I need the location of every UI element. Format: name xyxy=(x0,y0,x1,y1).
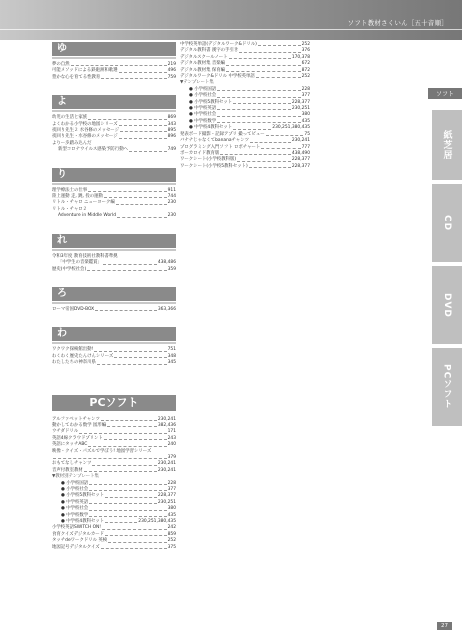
dot-leader xyxy=(226,61,301,65)
entry-page: 343 xyxy=(167,121,176,127)
tab-kamishibai[interactable]: 紙芝居 xyxy=(432,110,462,180)
dot-leader xyxy=(88,442,166,446)
entry-page: 911 xyxy=(167,187,176,193)
entry-title: 地図記号デジタルクイズ xyxy=(52,544,100,550)
dot-leader xyxy=(88,115,166,119)
entry-title: 中学校英単語(デジタルワーク&ドリル) xyxy=(180,42,257,47)
dot-leader xyxy=(105,519,137,523)
index-entry xyxy=(52,468,176,474)
section-body xyxy=(52,341,176,366)
dot-leader xyxy=(217,112,300,116)
entry-page: 230,251 xyxy=(291,106,310,112)
entry-title: 食育クイズデジタルカード xyxy=(52,531,105,537)
section-head: わ xyxy=(52,327,176,341)
index-section xyxy=(52,95,176,153)
dot-leader xyxy=(117,213,167,217)
entry-title: 可能メソッドによる鉄砲洲和歌選 xyxy=(52,68,118,74)
entry-page: 435 xyxy=(301,118,310,124)
dot-leader xyxy=(233,125,271,129)
entry-title: 「中学生の音楽鑑賞」 xyxy=(58,260,102,266)
section-head: よ xyxy=(52,95,176,109)
entry-page: 744 xyxy=(167,194,176,200)
dot-leader xyxy=(105,532,167,536)
section-body xyxy=(52,182,176,220)
entry-title: リトル・チャロ ニューヨーク編 xyxy=(52,200,115,206)
entry-title: ワークシート(小学校5教科セット) xyxy=(180,163,248,169)
dot-leader xyxy=(79,429,166,433)
entry-title: ● 中学校数学 xyxy=(61,512,89,518)
dot-leader xyxy=(237,157,291,161)
dot-leader xyxy=(108,538,166,542)
dot-leader xyxy=(95,307,157,311)
entry-title: ● 小学校社会 xyxy=(61,487,89,492)
entry-page: 228 xyxy=(301,86,310,92)
dot-leader xyxy=(94,347,166,351)
dot-leader xyxy=(226,68,301,72)
entry-title: 新型コロナウイルス感染予防行動へ xyxy=(58,147,128,153)
dot-leader xyxy=(87,267,166,271)
entry-title: 音声付教室教材 xyxy=(52,467,83,473)
dot-leader xyxy=(92,461,156,465)
entry-title: ● 中学校社会 xyxy=(189,112,217,118)
dot-leader xyxy=(220,151,291,155)
entry-page: 230,241 xyxy=(157,416,176,422)
entry-title: Adventure in Middle World xyxy=(58,213,116,219)
entry-page: 872 xyxy=(301,67,310,73)
header-rule xyxy=(0,29,462,30)
section-head: り xyxy=(52,168,176,182)
entry-title: デジタル教材集 保育編 xyxy=(180,67,226,73)
entry-page: 230,251 xyxy=(157,499,176,505)
entry-page: 345 xyxy=(167,360,176,366)
entry-page: 382,436 xyxy=(157,422,176,428)
index-entry xyxy=(180,164,310,170)
entry-page: 230 xyxy=(167,200,176,206)
entry-title: デジタルスクールノート xyxy=(180,54,228,60)
entry-page: 672 xyxy=(301,61,310,67)
index-entry xyxy=(52,75,176,81)
index-entry xyxy=(52,360,176,366)
tab-cd[interactable]: CD xyxy=(432,184,462,262)
entry-title: 令和3年度 教育技術社教科書準拠 xyxy=(52,253,118,259)
entry-title: ● 小学校社会 xyxy=(189,93,217,99)
entry-page: 896 xyxy=(167,134,176,140)
dot-leader xyxy=(101,545,167,549)
section-head: ろ xyxy=(52,287,176,301)
page-header xyxy=(0,0,462,40)
dot-leader xyxy=(217,87,300,91)
entry-page: 230,241 xyxy=(157,461,176,467)
dot-leader xyxy=(258,42,301,46)
dot-leader xyxy=(239,48,300,52)
entry-page: 375 xyxy=(167,544,176,550)
entry-page: 496 xyxy=(167,68,176,74)
index-entry xyxy=(180,74,310,80)
entry-page: 170,378 xyxy=(291,54,310,60)
template-heading: ▼テンプレート集 xyxy=(180,80,214,86)
entry-page: 228,377 xyxy=(291,157,310,163)
entry-title: おもてなしチャンツ xyxy=(52,461,92,467)
entry-title: ● 中学校英語 xyxy=(189,106,217,112)
dot-leader xyxy=(249,164,291,168)
entry-title: ワークシート(小学校教科版) xyxy=(180,157,237,163)
entry-page: 171 xyxy=(167,429,176,435)
index-entry xyxy=(52,545,176,551)
dot-leader xyxy=(89,513,166,517)
dot-leader xyxy=(105,493,157,497)
section-head-pc-software: PCソフト xyxy=(52,395,176,411)
dot-leader xyxy=(97,360,167,364)
entry-page: 228,377 xyxy=(291,99,310,105)
entry-page: 228,377 xyxy=(291,163,310,169)
index-entry xyxy=(52,147,176,153)
entry-title: わたしたちの神奈川県 xyxy=(52,360,96,366)
dot-leader xyxy=(250,138,291,142)
entry-page: 230,251,380,435 xyxy=(272,125,310,131)
entry-title: 豊かな心を育てる性教育 xyxy=(52,74,101,80)
dot-leader xyxy=(129,147,167,151)
entry-page: 359 xyxy=(167,266,176,272)
entry-page: 749 xyxy=(167,147,176,153)
entry-title: ● 小学校5教科セット xyxy=(189,99,233,105)
dot-leader xyxy=(119,134,167,138)
dot-leader xyxy=(102,525,167,529)
entry-title: 夢の自然 xyxy=(52,62,70,67)
entry-title: タッチdeワークドリル 英検 xyxy=(52,538,108,544)
entry-title: わくわく歴史たんけんシリーズ xyxy=(52,353,114,359)
entry-title: アルファベットチャンツ xyxy=(52,416,100,422)
dot-leader xyxy=(88,188,166,192)
entry-title: 映像・クイズ・パズルで学ぼう! 地図学習シリーズ xyxy=(52,448,152,454)
dot-leader xyxy=(261,145,300,149)
page-title: ソフト教材さくいん［五十音順］ xyxy=(347,19,448,27)
dot-leader xyxy=(84,468,157,472)
entry-page: 380 xyxy=(301,112,310,118)
dot-leader xyxy=(119,68,167,72)
entry-page: 348 xyxy=(167,353,176,359)
section-head: ゆ xyxy=(52,42,176,56)
dot-leader xyxy=(104,194,167,198)
index-column-left xyxy=(52,42,176,551)
index-entry xyxy=(52,307,176,313)
index-section xyxy=(52,327,176,366)
entry-title: 動かしてわかる数学 図形編 xyxy=(52,422,107,428)
entry-page: 895 xyxy=(167,128,176,134)
entry-page: 380 xyxy=(167,506,176,512)
dot-leader xyxy=(101,75,166,79)
entry-title: 陸上運動 走, 跳, 投の運動 xyxy=(52,194,103,200)
entry-title: 夜回り先生２ 水谷修のメッセージ xyxy=(52,128,119,134)
tab-pc-software[interactable]: PCソフト xyxy=(432,348,462,426)
entry-title: 幼児の生活と家族 xyxy=(52,115,88,121)
entry-title: 英語4線クラウドプリント xyxy=(52,435,103,441)
dot-leader xyxy=(114,354,166,358)
dot-leader xyxy=(217,106,291,110)
entry-page: 759 xyxy=(167,74,176,80)
entry-page: 869 xyxy=(167,115,176,121)
entry-title: デジタル教材集 音楽編 xyxy=(180,61,226,67)
entry-page: 228,377 xyxy=(157,493,176,499)
entry-title: 理学療法士の仕事 xyxy=(52,187,88,193)
entry-title: プログラミング入門ソフト ロボチャート xyxy=(180,144,261,150)
entry-title: ボーカロイド教育版 xyxy=(180,150,220,156)
entry-page: 230,241 xyxy=(157,467,176,473)
dot-leader xyxy=(119,122,167,126)
dot-leader xyxy=(104,436,167,440)
entry-page: 438,486 xyxy=(157,260,176,266)
dot-leader xyxy=(229,55,291,59)
entry-page: 228 xyxy=(167,480,176,486)
page-number: 27 xyxy=(437,622,452,630)
page-footer xyxy=(437,622,452,630)
index-section xyxy=(52,42,176,81)
entry-page: 252 xyxy=(301,42,310,47)
entry-page: 252 xyxy=(167,538,176,544)
entry-title: デジタルワーク&ドリル 中学校英単語 xyxy=(180,74,255,80)
entry-page: 230,251,380,435 xyxy=(138,519,176,525)
entry-title: ● 中学校数学 xyxy=(189,118,217,124)
entry-title: ワクワク探検館出動! xyxy=(52,347,94,353)
entry-title: 歴史(中学校社会) xyxy=(52,266,87,272)
tab-dvd[interactable]: DVD xyxy=(432,266,462,344)
dot-leader xyxy=(120,128,167,132)
entry-title: 夜回り先生・水谷修のメッセージ xyxy=(52,134,118,140)
entry-page: 243 xyxy=(167,435,176,441)
entry-title: ● 小学校国語 xyxy=(61,480,89,486)
entry-page: 230 xyxy=(167,213,176,219)
entry-title: 小学校英語SWITCH ON! xyxy=(52,525,102,531)
entry-page: 435 xyxy=(167,512,176,518)
entry-title: ● 中学校4教科セット xyxy=(189,125,233,131)
entry-page: 438,490 xyxy=(291,150,310,156)
index-entry xyxy=(52,267,176,273)
dot-leader xyxy=(89,506,166,510)
dot-leader xyxy=(103,260,157,264)
entry-title: バナナじゃなくてbananaチャンツ xyxy=(180,138,249,144)
entry-page: 230,241 xyxy=(291,138,310,144)
entry-title: ● 中学校4教科セット xyxy=(61,519,105,525)
entry-page: 377 xyxy=(167,487,176,492)
entry-page: 75 xyxy=(304,131,310,137)
section-body xyxy=(52,109,176,153)
dot-leader xyxy=(107,423,157,427)
section-body xyxy=(52,56,176,81)
dot-leader xyxy=(53,455,167,459)
index-section xyxy=(52,168,176,220)
entry-title: リトル・チャロ２ xyxy=(52,206,87,212)
index-section xyxy=(52,234,176,273)
entry-page: 376 xyxy=(301,48,310,54)
entry-page: 777 xyxy=(301,144,310,150)
entry-title: ● 中学校社会 xyxy=(61,506,89,512)
entry-title: ローマ帝国DVD-BOX xyxy=(52,306,95,312)
dot-leader xyxy=(89,500,157,504)
entry-title: 発表ボード撮影・記録アプリ 撮ってビュー xyxy=(180,131,265,137)
entry-page: 252 xyxy=(301,74,310,80)
entry-title: ● 中学校英語 xyxy=(61,499,89,505)
index-section xyxy=(52,287,176,313)
dot-leader xyxy=(233,100,291,104)
entry-page: 240 xyxy=(167,442,176,448)
entry-title: ウチダドリル xyxy=(52,429,79,435)
dot-leader xyxy=(89,487,166,491)
section-head: れ xyxy=(52,234,176,248)
entry-title: 英語にタッチABC xyxy=(52,442,88,448)
entry-page: 859 xyxy=(167,531,176,537)
entry-title: デジタル教科書 漢字の手引き xyxy=(180,48,239,54)
dot-leader xyxy=(256,74,301,78)
entry-page: 363,366 xyxy=(157,306,176,312)
index-column-right xyxy=(180,42,310,170)
dot-leader xyxy=(217,119,300,123)
entry-page: 377 xyxy=(301,93,310,99)
dot-leader xyxy=(101,417,157,421)
template-heading: ▼教材別テンプレート集 xyxy=(52,474,99,480)
entry-title: ● 小学校5教科セット xyxy=(61,493,105,499)
dot-leader xyxy=(266,132,304,136)
dot-leader xyxy=(116,200,167,204)
tab-software[interactable]: ソフト xyxy=(428,88,462,99)
dot-leader xyxy=(217,93,300,97)
entry-title: よりー歩踏み込んだ xyxy=(52,140,92,146)
entry-page: 379 xyxy=(167,454,176,460)
entry-title: ● 小学校国語 xyxy=(189,86,217,92)
entry-page: 219 xyxy=(167,62,176,67)
dot-leader xyxy=(71,62,167,66)
dot-leader xyxy=(89,481,166,485)
index-entry xyxy=(52,213,176,219)
entry-title: よくわかる小学校の地図シリーズ xyxy=(52,121,118,127)
entry-page: 242 xyxy=(167,525,176,531)
entry-page: 751 xyxy=(167,347,176,353)
section-body xyxy=(52,248,176,273)
